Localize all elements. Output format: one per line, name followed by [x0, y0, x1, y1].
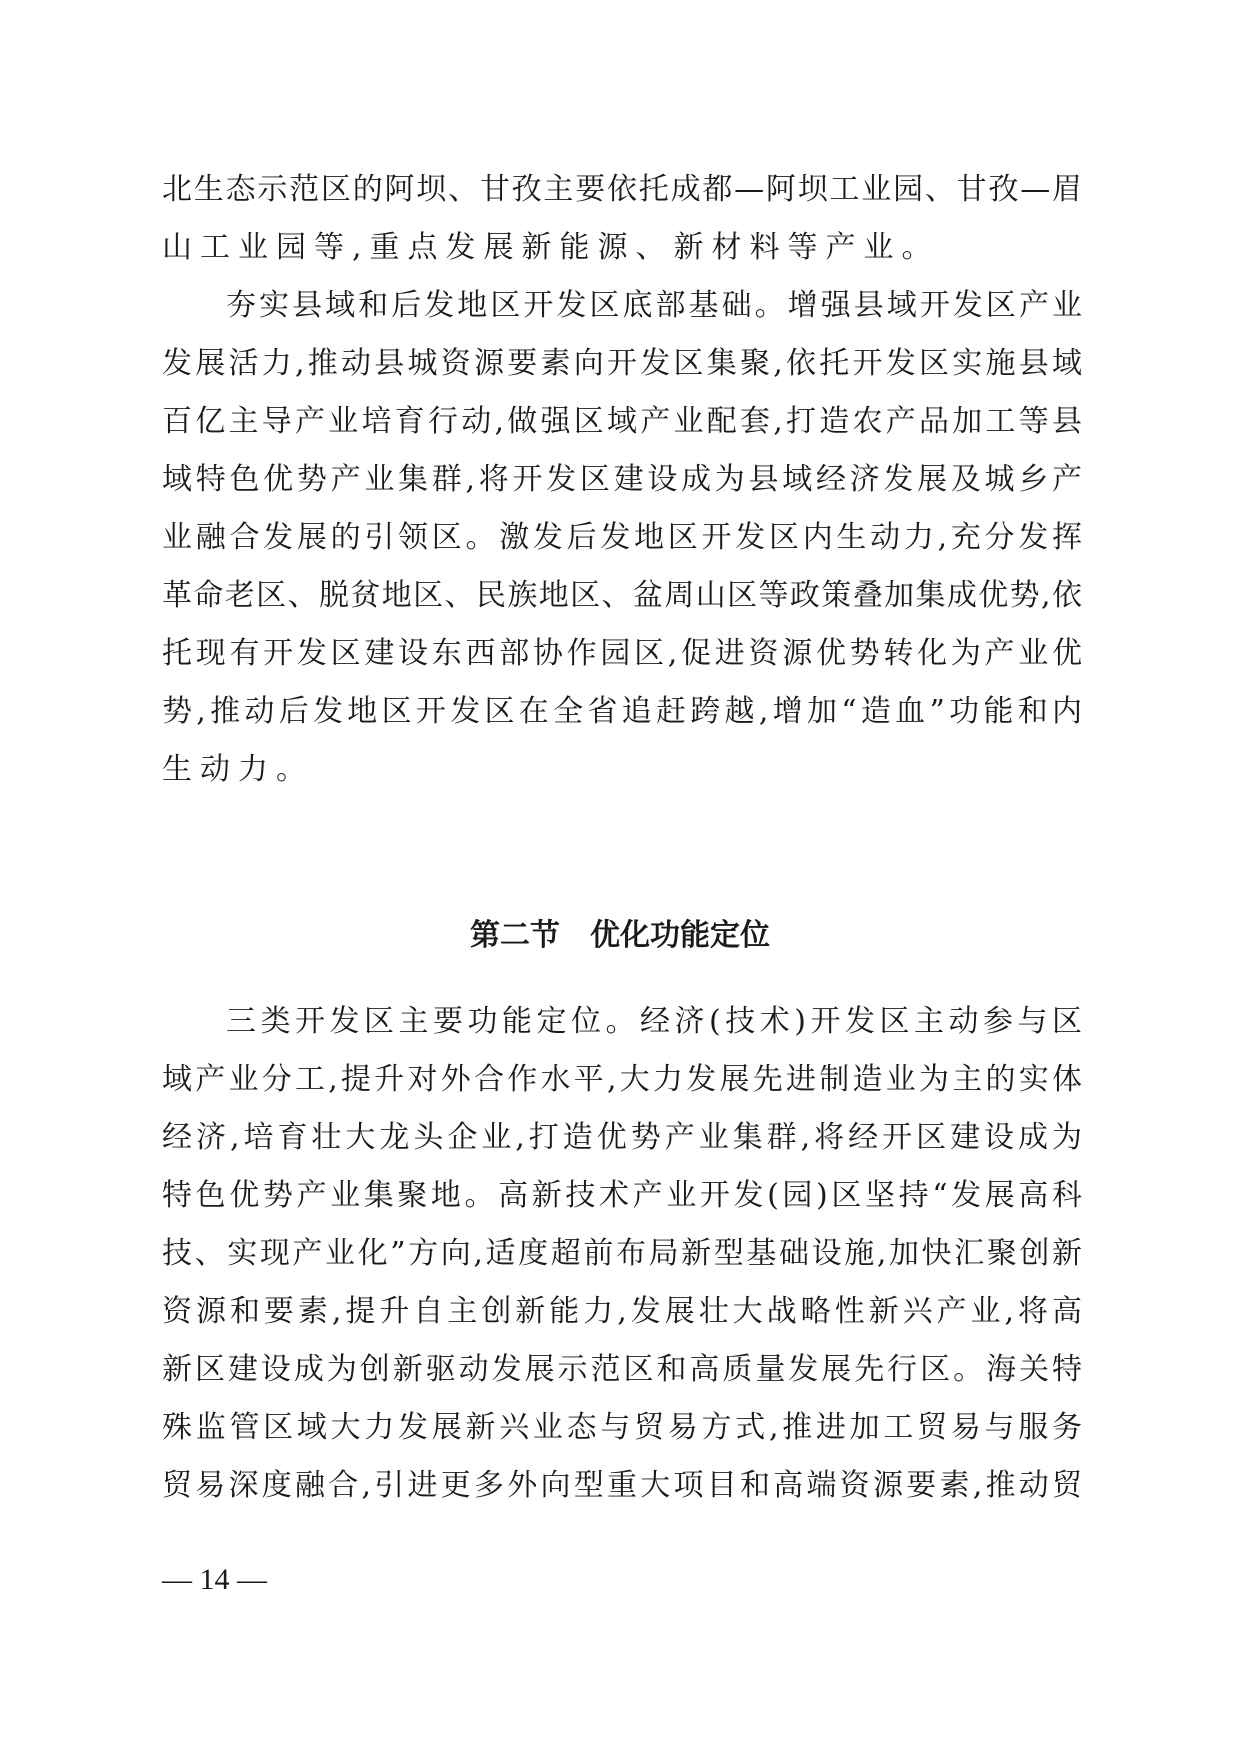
paragraph-2-line-3: 百亿主导产业培育行动,做强区域产业配套,打造农产品加工等县 [162, 404, 1082, 439]
paragraph-2-line-9: 生动力。 [162, 752, 314, 787]
paragraph-1-line-1: 北生态示范区的阿坝、甘孜主要依托成都—阿坝工业园、甘孜—眉 [162, 172, 1082, 207]
paragraph-3-line-3: 经济,培育壮大龙头企业,打造优势产业集群,将经开区建设成为 [162, 1120, 1082, 1155]
paragraph-3-line-8: 殊监管区域大力发展新兴业态与贸易方式,推进加工贸易与服务 [162, 1410, 1082, 1445]
paragraph-2-line-5: 业融合发展的引领区。激发后发地区开发区内生动力,充分发挥 [162, 520, 1082, 555]
paragraph-3-line-7: 新区建设成为创新驱动发展示范区和高质量发展先行区。海关特 [162, 1352, 1082, 1387]
paragraph-3-line-9: 贸易深度融合,引进更多外向型重大项目和高端资源要素,推动贸 [162, 1468, 1082, 1503]
paragraph-2-line-4: 域特色优势产业集群,将开发区建设成为县域经济发展及城乡产 [162, 462, 1082, 497]
paragraph-3-line-4: 特色优势产业集聚地。高新技术产业开发(园)区坚持“发展高科 [162, 1178, 1082, 1213]
paragraph-2-line-7: 托现有开发区建设东西部协作园区,促进资源优势转化为产业优 [162, 636, 1082, 671]
paragraph-2-line-6: 革命老区、脱贫地区、民族地区、盆周山区等政策叠加集成优势,依 [162, 578, 1082, 613]
paragraph-3-line-1: 三类开发区主要功能定位。经济(技术)开发区主动参与区 [226, 1004, 1082, 1039]
paragraph-2-line-2: 发展活力,推动县城资源要素向开发区集聚,依托开发区实施县域 [162, 346, 1082, 381]
section-heading: 第二节 优化功能定位 [470, 918, 770, 953]
paragraph-3-line-2: 域产业分工,提升对外合作水平,大力发展先进制造业为主的实体 [162, 1062, 1082, 1097]
paragraph-3-line-6: 资源和要素,提升自主创新能力,发展壮大战略性新兴产业,将高 [162, 1294, 1082, 1329]
page-number: — 14 — [162, 1563, 267, 1596]
paragraph-3-line-5: 技、实现产业化”方向,适度超前布局新型基础设施,加快汇聚创新 [162, 1236, 1082, 1271]
paragraph-2-line-1: 夯实县域和后发地区开发区底部基础。增强县域开发区产业 [226, 288, 1082, 323]
paragraph-1-line-2: 山工业园等,重点发展新能源、新材料等产业。 [162, 230, 940, 265]
paragraph-2-line-8: 势,推动后发地区开发区在全省追赶跨越,增加“造血”功能和内 [162, 694, 1082, 729]
